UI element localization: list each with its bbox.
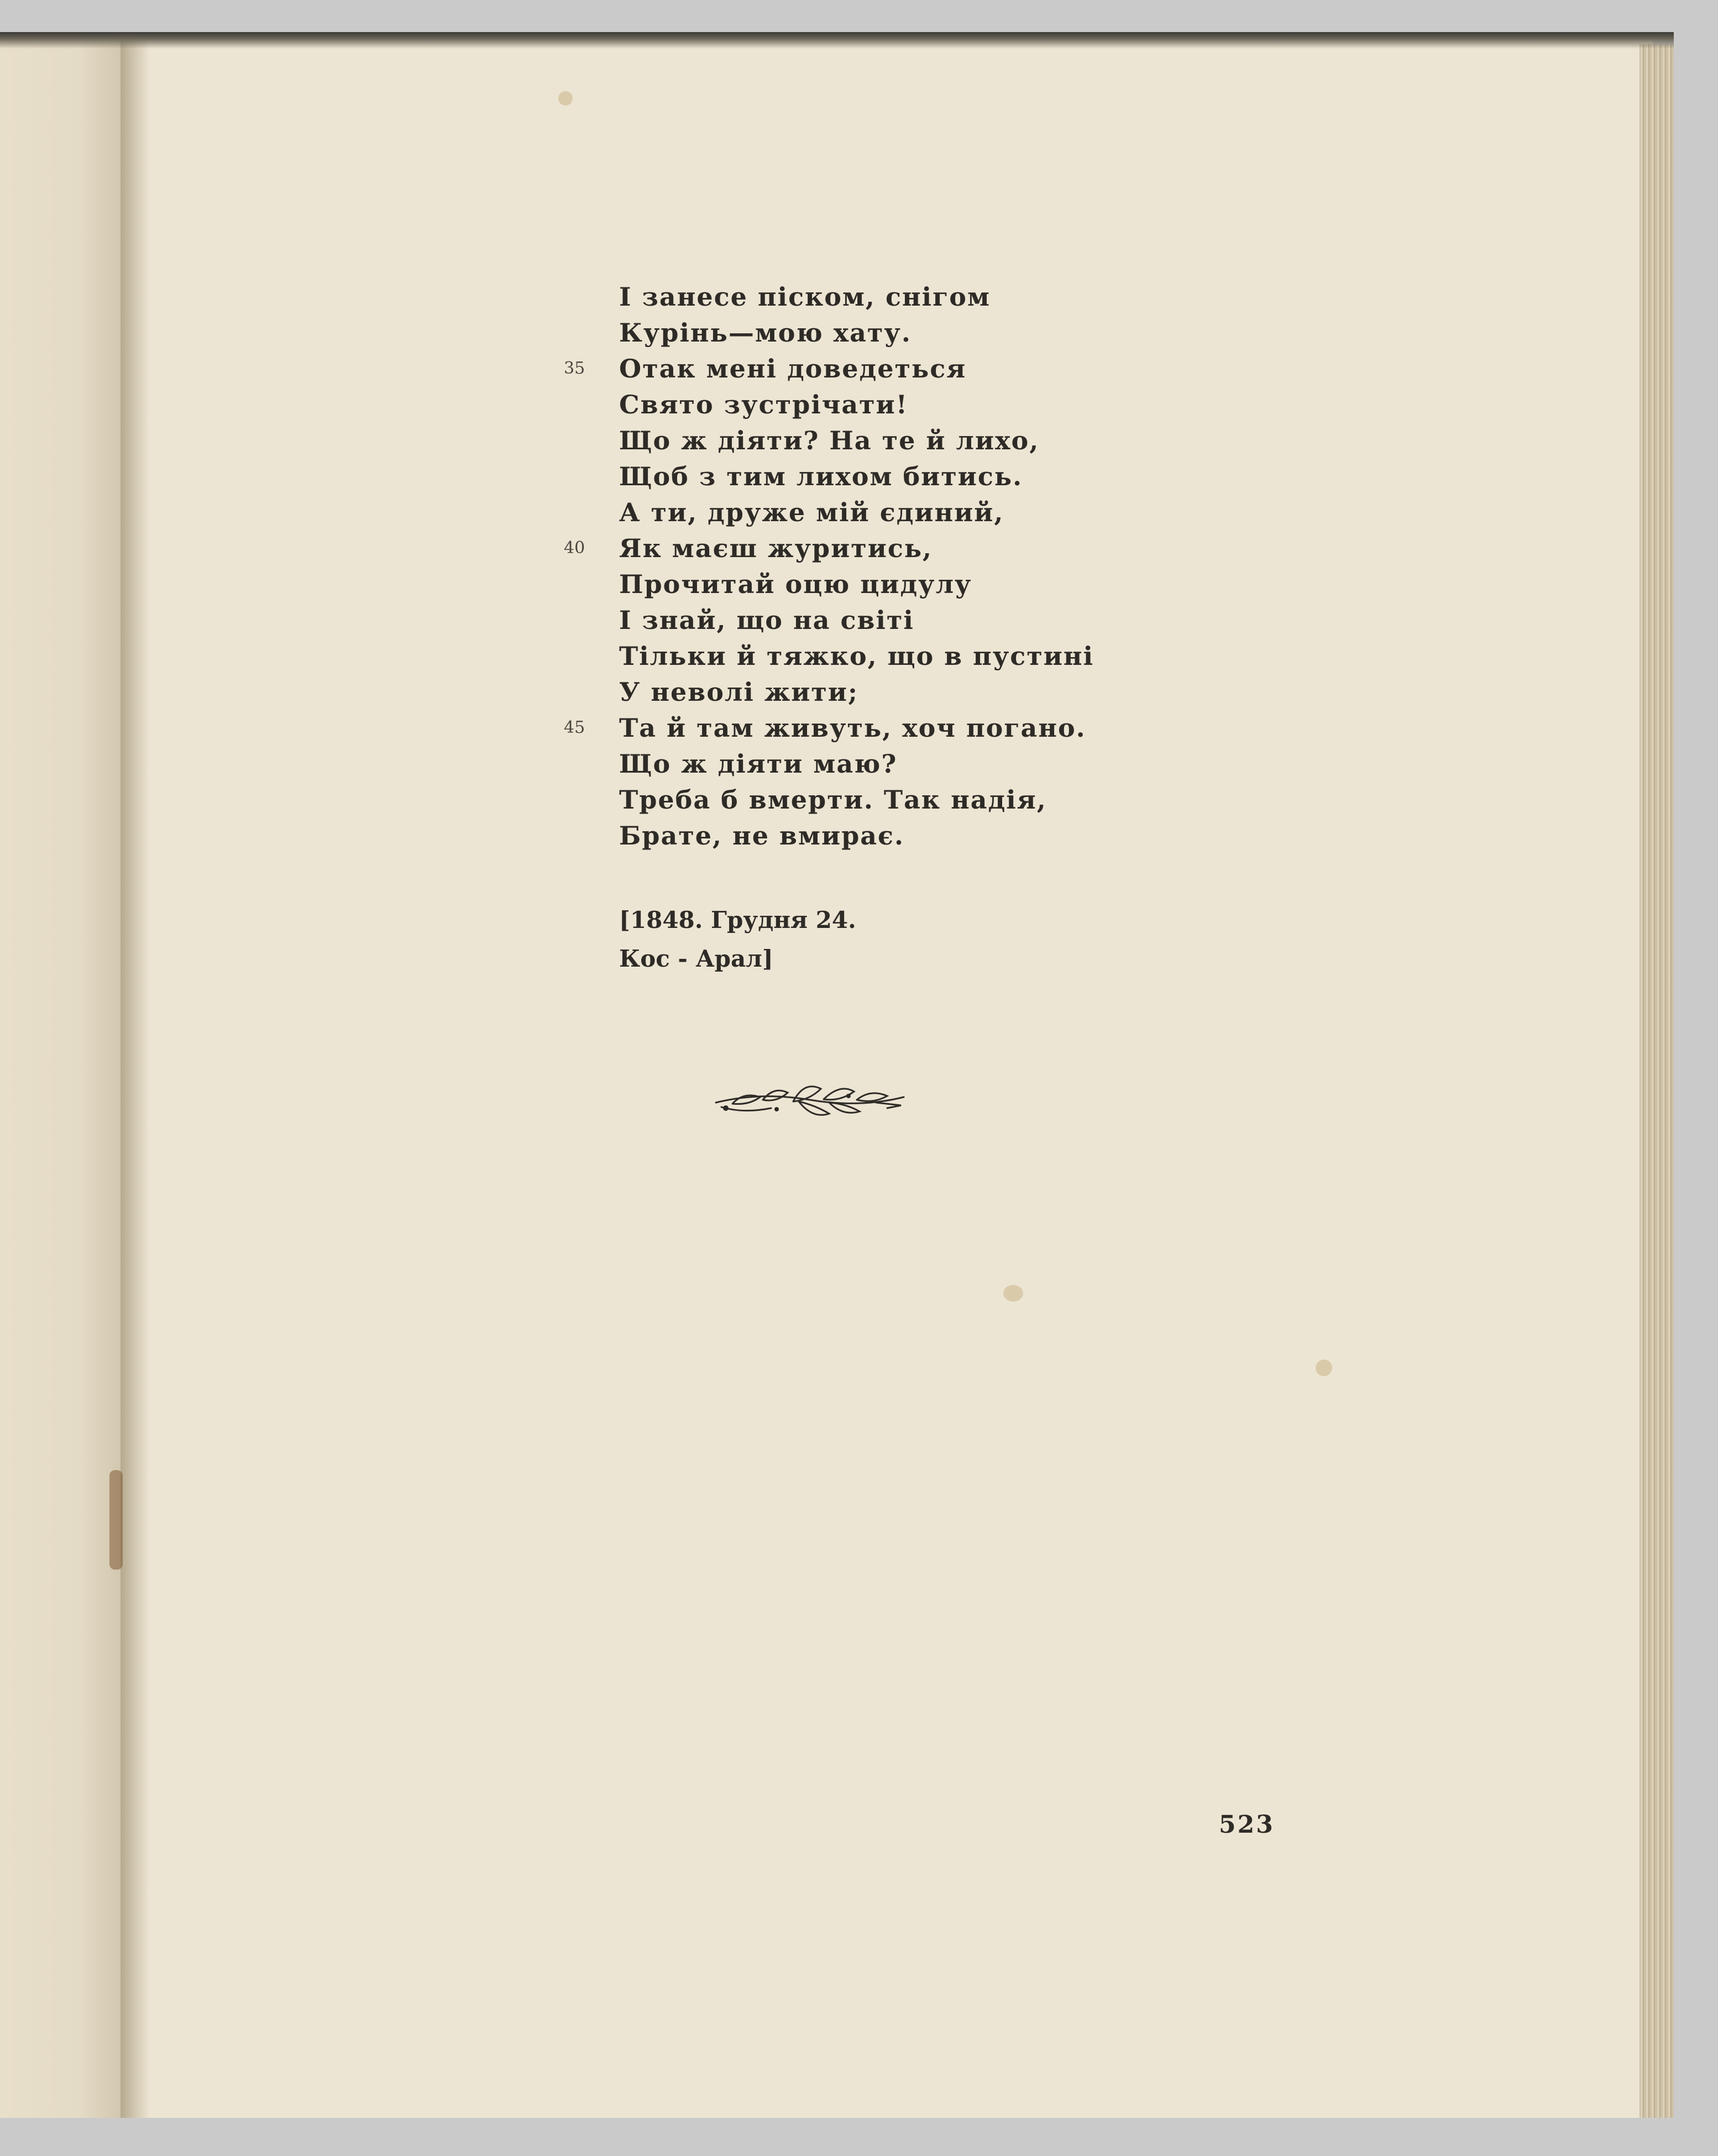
poem-line: Як маєш журитись, [619, 533, 933, 563]
poem-line: Треба б вмерти. Так надія, [619, 785, 1047, 815]
poem-line: Що ж діяти? На те й лихо, [619, 426, 1040, 455]
line-number: 45 [564, 718, 585, 737]
poem-line: Щоб з тим лихом битись. [619, 461, 1023, 491]
date-line: [1848. Грудня 24. [619, 906, 856, 933]
poem-line: І занесе піском, снігом [619, 282, 991, 312]
poem-line: Що ж діяти маю? [619, 749, 898, 779]
poem-line: Брате, не вмирає. [619, 821, 905, 851]
page-number: 523 [1219, 1811, 1275, 1839]
poem-line: І знай, що на світі [619, 605, 914, 635]
poem-line: А ти, друже мій єдиний, [619, 497, 1004, 527]
poem-line: Тільки й тяжко, що в пустині [619, 641, 1094, 671]
place-line: Кос - Арал] [619, 945, 773, 972]
poem-line: Отак мені доведеться [619, 354, 967, 384]
floral-ornament-icon [710, 1075, 909, 1125]
line-number: 40 [564, 538, 585, 558]
poem-line: Прочитай оцю цидулу [619, 569, 972, 599]
poem-line: У неволі жити; [619, 677, 859, 707]
poem-line: Свято зустрічати! [619, 390, 908, 419]
line-number: 35 [564, 359, 585, 378]
poem-line: Курінь—мою хату. [619, 318, 912, 348]
poem-line: Та й там живуть, хоч погано. [619, 713, 1086, 743]
